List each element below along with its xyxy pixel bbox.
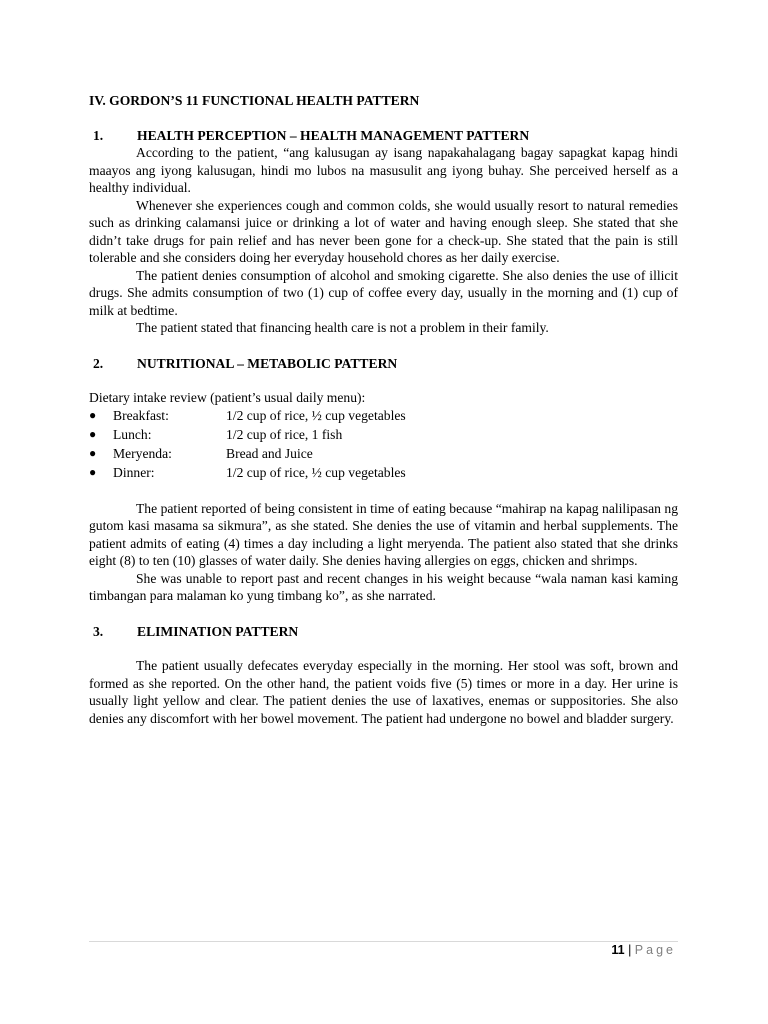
bullet-icon: ●	[89, 465, 97, 480]
document-body	[89, 92, 678, 727]
section-title: HEALTH PERCEPTION – HEALTH MANAGEMENT PATTERN	[137, 127, 530, 143]
paragraph: Whenever she experiences cough and common colds, she would usually resort to natural remedies such as drinking calamansi juice or drinking a lot of water and having enough sleep. She stated that she didn’t take drugs for pain relief and has never been gone for a check-up. She stated that the pain is still tolerable and she considers doing her everyday household chores as her daily exercise.	[89, 197, 678, 265]
paragraph: The patient reported of being consistent in time of eating because “mahirap na kapag nalilipasan ng gutom kasi masama sa sikmura”, as she stated. She denies the use of vitamin and herbal supplements. The patient admits of eating (4) times a day including a light meryenda. The patient also stated that she drinks eight (8) to ten (10) glasses of water daily. She denies having allergies on eggs, chicken and shrimps.	[89, 500, 678, 568]
section-heading-elimination	[89, 623, 678, 641]
meal-name: Breakfast:	[113, 408, 169, 424]
meal-food: 1/2 cup of rice, ½ cup vegetables	[226, 465, 406, 481]
paragraph: The patient stated that financing health care is not a problem in their family.	[136, 320, 549, 335]
section-number: 2.	[93, 355, 104, 371]
dietary-intro: Dietary intake review (patient’s usual daily menu):	[89, 390, 366, 405]
page-number: 11	[611, 943, 625, 957]
paragraph: The patient denies consumption of alcohol and smoking cigarette. She also denies the use of illicit drugs. She admits consumption of two (1) cup of coffee every day, usually in the morning and (1) cup of milk at bedtime.	[89, 267, 678, 318]
meal-name: Lunch:	[113, 427, 152, 443]
footer-separator: |	[628, 943, 632, 957]
bullet-icon: ●	[89, 427, 97, 442]
meal-food: 1/2 cup of rice, ½ cup vegetables	[226, 408, 406, 424]
paragraph: The patient usually defecates everyday especially in the morning. Her stool was soft, brown and formed as she reported. On the other hand, the patient voids five (5) times or more in a day. Her urine is usually light yellow and clear. The patient denies the use of laxatives, enemas or suppositories. She also denies any discomfort with her bowel movement. The patient had undergone no bowel and bladder surgery.	[89, 658, 678, 726]
section-title: ELIMINATION PATTERN	[137, 623, 299, 639]
meal-name: Dinner:	[113, 465, 155, 481]
bullet-icon: ●	[89, 408, 97, 423]
list-item	[89, 445, 678, 464]
section-heading-nutritional	[89, 355, 678, 373]
paragraph: According to the patient, “ang kalusugan ay isang napakahalagang bagay sapagkat kapag hindi maayos ang iyong kalusugan, hindi mo lubos na masusulit ang iyong buhay. She perceived herself as a healthy individual.	[89, 145, 678, 195]
section-number: 3.	[93, 623, 104, 639]
meal-food: 1/2 cup of rice, 1 fish	[226, 427, 343, 443]
page-footer	[611, 943, 676, 957]
bullet-icon: ●	[89, 446, 97, 461]
meal-name: Meryenda:	[113, 446, 172, 462]
page-word: Page	[634, 943, 676, 957]
list-item	[89, 464, 678, 483]
section-number: 1.	[93, 127, 104, 143]
list-item	[89, 407, 678, 426]
section-heading-health-perception	[89, 127, 678, 145]
footer-divider	[89, 941, 678, 942]
section-title: NUTRITIONAL – METABOLIC PATTERN	[137, 355, 398, 371]
list-item	[89, 426, 678, 445]
paragraph: She was unable to report past and recent changes in his weight because “wala naman kasi kaming timbangan para malaman ko yung timbang ko”, as she narrated.	[89, 570, 678, 603]
document-title: IV. GORDON’S 11 FUNCTIONAL HEALTH PATTERN	[89, 93, 420, 108]
meal-food: Bread and Juice	[226, 446, 313, 462]
dietary-menu-list	[89, 407, 678, 483]
